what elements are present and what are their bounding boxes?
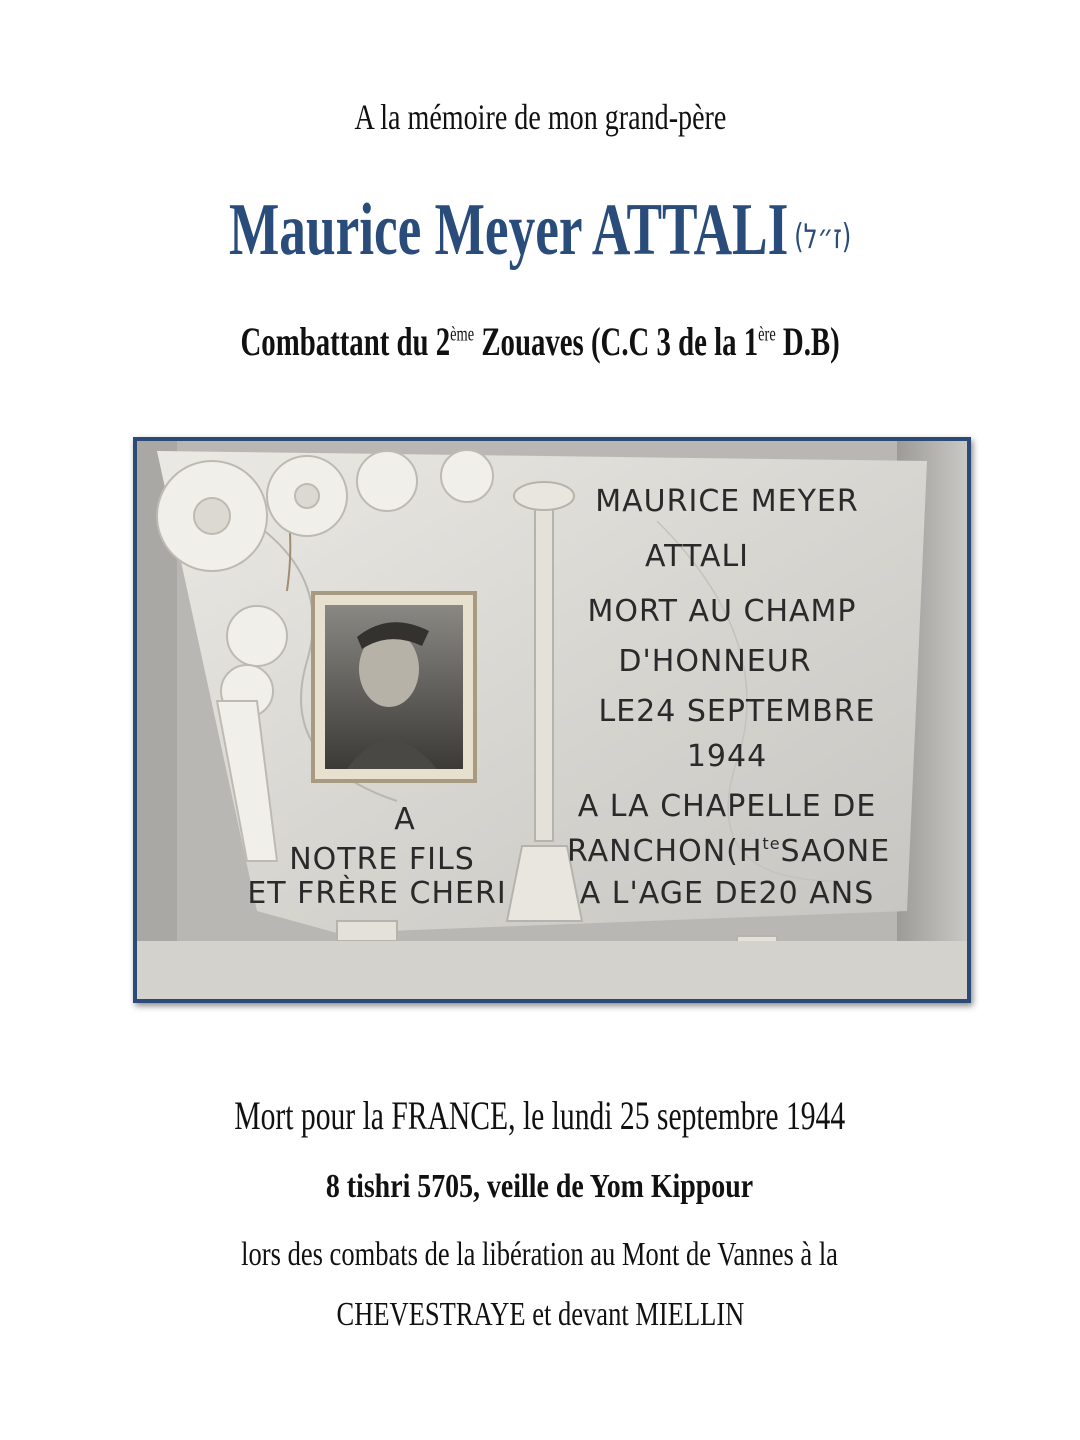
unit-sup-2: ère (758, 323, 776, 346)
honoree-name-text: Maurice Meyer ATTALI (228, 189, 789, 271)
plaque-line-9: A L'AGE DE20 ANS (579, 876, 875, 911)
plaque-line-4: D'HONNEUR (618, 644, 812, 679)
dedication-text: A la mémoire de mon grand-père (354, 97, 726, 137)
circumstances-line-1 (0, 1236, 1080, 1274)
unit-part-3: D.B) (775, 319, 840, 364)
plaque-line-7: A LA CHAPELLE DE (577, 789, 877, 824)
plaque-line-8-sup: te (762, 834, 781, 853)
hebrew-date-text: 8 tishri 5705, veille de Yom Kippour (326, 1168, 754, 1205)
plaque-line-5: LE24 SEPTEMBRE (598, 694, 876, 729)
hebrew-date-line (0, 1168, 1080, 1206)
plaque-line-8-rest: SAONE (780, 834, 891, 869)
family-line-1: A (394, 802, 416, 837)
family-line-2: NOTRE FILS (289, 842, 475, 877)
plaque-line-8 (567, 834, 890, 869)
unit-part-2: Zouaves (C.C 3 de la 1 (474, 319, 759, 364)
unit-line (0, 318, 1080, 365)
death-line (0, 1092, 1080, 1139)
plaque-line-6: 1944 (686, 739, 768, 774)
hebrew-honorific: (ז״ל) (793, 217, 852, 258)
circumstances-text-1: lors des combats de la libération au Mont de Vannes à la (241, 1236, 839, 1273)
plaque-line-3: MORT AU CHAMP (587, 594, 857, 629)
death-text: Mort pour la FRANCE, le lundi 25 septembre 1944 (234, 1093, 846, 1138)
unit-part-1: Combattant du 2 (240, 319, 451, 364)
plaque-illustration (137, 441, 967, 999)
unit-sup-1: ème (450, 323, 475, 346)
family-line-3: ET FRÈRE CHERI (247, 876, 507, 911)
dedication-line (0, 96, 1080, 138)
plaque-line-1: MAURICE MEYER (595, 484, 859, 519)
circumstances-line-2 (0, 1296, 1080, 1334)
honoree-name (0, 188, 1080, 273)
circumstances-text-2: CHEVESTRAYE et devant MIELLIN (336, 1296, 744, 1333)
plaque-line-2: ATTALI (644, 539, 750, 574)
memorial-plaque-photo (133, 437, 971, 1003)
plaque-line-8-main: RANCHON(H (567, 834, 763, 869)
carved-column (535, 491, 553, 841)
